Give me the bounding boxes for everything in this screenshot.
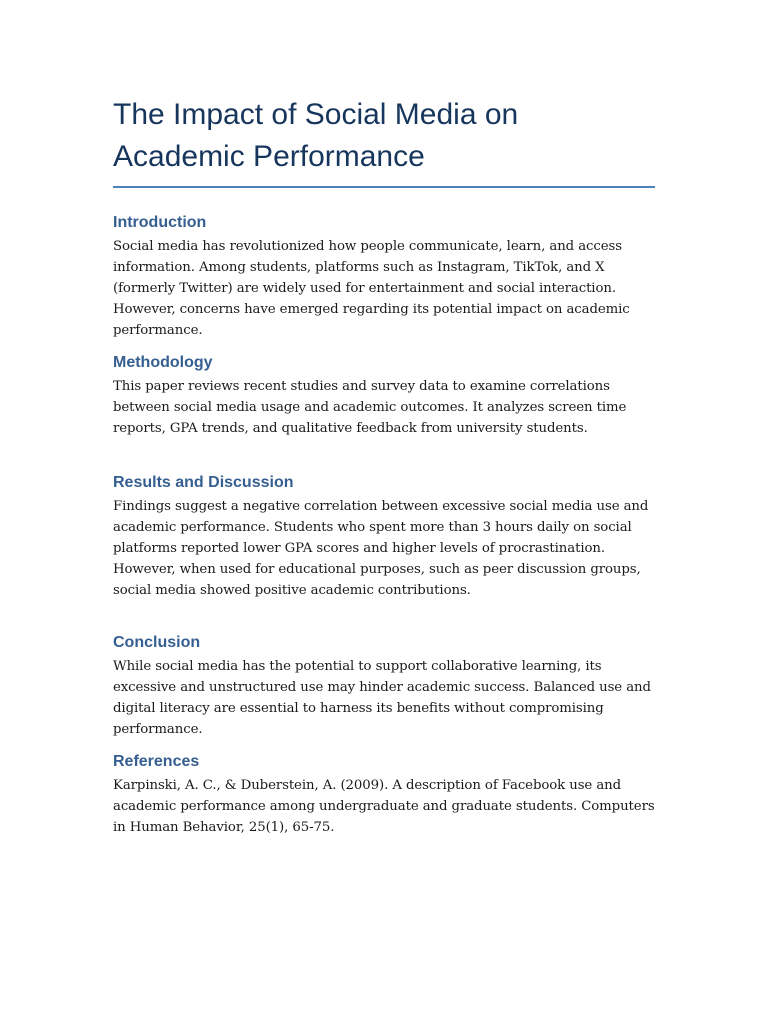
section-results-discussion	[113, 472, 655, 601]
section-body: Social media has revolutionized how people communicate, learn, and access information. Among students, platforms such as Instagram, TikTok, and X (formerly Twitter) are widely used for entertainment and social interaction. However, concerns have emerged regarding its potential impact on academic performance.	[113, 239, 630, 338]
document-title: The Impact of Social Media on Academic Performance	[113, 94, 655, 188]
section-heading: References	[113, 753, 200, 770]
document-page	[113, 94, 655, 835]
section-body: This paper reviews recent studies and survey data to examine correlations between social media usage and academic outcomes. It analyzes screen time reports, GPA trends, and qualitative feedback from university students.	[113, 379, 627, 436]
reference-entry: Karpinski, A. C., & Duberstein, A. (2009). A description of Facebook use and academic performance among undergraduate and graduate students. Computers in Human Behavior, 25(1), 65-75.	[113, 778, 655, 835]
section-heading: Methodology	[113, 354, 213, 371]
section-heading: Conclusion	[113, 634, 201, 651]
section-methodology	[113, 352, 655, 439]
section-heading: Results and Discussion	[113, 474, 294, 491]
section-heading: Introduction	[113, 214, 207, 231]
section-body: While social media has the potential to support collaborative learning, its excessive and unstructured use may hinder academic success. Balanced use and digital literacy are essential to harness its benefits without compromising performance.	[113, 659, 651, 737]
section-references	[113, 751, 655, 838]
section-conclusion	[113, 632, 655, 740]
section-body: Findings suggest a negative correlation between excessive social media use and academic performance. Students who spent more than 3 hours daily on social platforms reported lower GPA scores and higher levels of procrastination. However, when used for educational purposes, such as peer discussion groups, social media showed positive academic contributions.	[113, 499, 649, 598]
section-introduction	[113, 212, 655, 341]
